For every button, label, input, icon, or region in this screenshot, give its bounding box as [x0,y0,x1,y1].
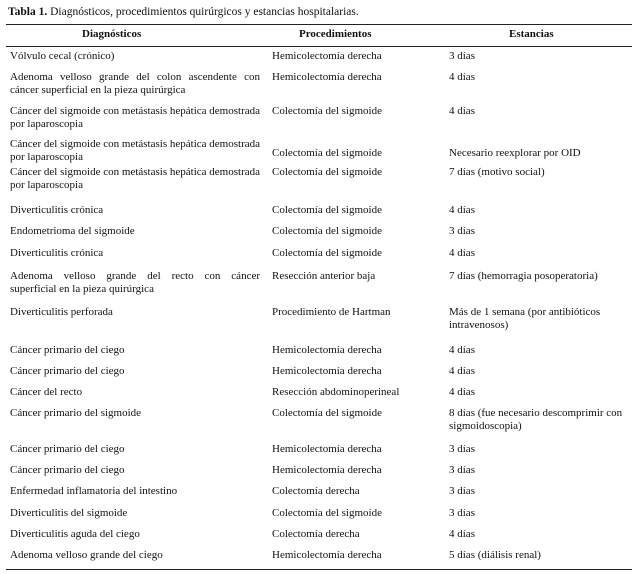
diagnosis-cell: Diverticulitis perforada [10,306,113,318]
stay-cell: 5 días (diálisis renal) [449,549,541,561]
top-rule [6,24,632,25]
procedure-cell: Colectomía del sigmoide [272,247,382,259]
stay-cell: 3 días [449,507,475,519]
diagnosis-cell: Vólvulo cecal (crónico) [10,50,115,62]
diagnosis-cell: Cáncer primario del ciego [10,464,125,476]
stay-cell: 4 días [449,71,475,83]
diagnosis-cell: Diverticulitis del sigmoide [10,507,128,519]
column-header-estancias: Estancias [509,28,554,40]
diagnosis-cell: Adenoma velloso grande del colon ascendente con cáncer superficial en la pieza quirúrgica [10,71,260,96]
diagnosis-cell: Diverticulitis crónica [10,204,104,216]
procedure-cell: Resección abdominoperineal [272,386,400,398]
diagnosis-cell: Cáncer del recto [10,386,83,398]
table-row [0,247,634,270]
diagnosis-cell: Adenoma velloso grande del recto con cáncer superficial en la pieza quirúrgica [10,270,260,295]
procedure-cell: Colectomía del sigmoide [272,225,382,237]
diagnosis-cell: Cáncer primario del ciego [10,443,125,455]
table-row [0,138,634,166]
table-row [0,270,634,306]
procedure-cell: Colectomía del sigmoide [272,105,382,117]
stay-cell: 3 días [449,485,475,497]
procedure-cell: Hemicolectomía derecha [272,443,382,455]
table-caption [8,6,359,18]
procedure-cell: Colectomía del sigmoide [272,204,382,216]
table-row [0,464,634,485]
procedure-cell: Colectomía del sigmoide [272,147,382,159]
table-row [0,443,634,464]
diagnosis-cell: Enfermedad inflamatoria del intestino [10,485,178,497]
procedure-cell: Procedimiento de Hartman [272,306,391,318]
stay-cell: 3 días [449,464,475,476]
procedure-cell: Colectomía derecha [272,485,360,497]
procedure-cell: Colectomía del sigmoide [272,407,382,419]
diagnosis-cell: Diverticulitis crónica [10,247,104,259]
column-header-procedimientos: Procedimientos [299,28,372,40]
table-body [0,50,634,570]
table-caption-label: Tabla 1. [8,6,48,18]
stay-cell: 7 días (hemorragia posoperatoria) [449,270,598,282]
stay-cell: 4 días [449,386,475,398]
stay-cell: 3 días [449,443,475,455]
procedure-cell: Hemicolectomía derecha [272,464,382,476]
procedure-cell: Hemicolectomía derecha [272,344,382,356]
table-row [0,344,634,365]
stay-cell: 4 días [449,344,475,356]
table-caption-text: Diagnósticos, procedimientos quirúrgicos y estancias hospitalarias. [50,6,359,18]
table-row [0,225,634,247]
diagnosis-cell: Diverticulitis aguda del ciego [10,528,140,540]
table-row [0,528,634,549]
table-row [0,105,634,138]
table-row [0,204,634,225]
stay-cell: 4 días [449,247,475,259]
procedure-cell: Hemicolectomía derecha [272,549,382,561]
stay-cell: 7 días (motivo social) [449,166,545,178]
stay-cell: 8 días (fue necesario descomprimir con sigmoidoscopia) [449,407,623,432]
diagnosis-cell: Cáncer del sigmoide con metástasis hepática demostrada por laparoscopia [10,105,260,130]
diagnosis-cell: Endometrioma del sigmoide [10,225,135,237]
stay-cell: 4 días [449,105,475,117]
table-row [0,50,634,71]
table-row [0,507,634,528]
stay-cell: 4 días [449,365,475,377]
diagnosis-cell: Cáncer primario del ciego [10,344,125,356]
table-row [0,485,634,507]
diagnosis-cell: Cáncer del sigmoide con metástasis hepática demostrada por laparoscopia [10,138,260,163]
procedure-cell: Colectomía del sigmoide [272,166,382,178]
table-row [0,166,634,204]
table-row [0,407,634,443]
procedure-cell: Hemicolectomía derecha [272,71,382,83]
table-row [0,306,634,344]
header-rule [6,46,632,47]
column-header-diagnosticos: Diagnósticos [82,28,142,40]
table-row [0,365,634,386]
procedure-cell: Colectomía del sigmoide [272,507,382,519]
stay-cell: 4 días [449,528,475,540]
stay-cell: 3 días [449,50,475,62]
table-row [0,549,634,570]
diagnosis-cell: Cáncer del sigmoide con metástasis hepática demostrada por laparoscopia [10,166,260,191]
table-row [0,386,634,407]
stay-cell: 4 días [449,204,475,216]
procedure-cell: Resección anterior baja [272,270,376,282]
diagnosis-cell: Cáncer primario del ciego [10,365,125,377]
diagnosis-cell: Cáncer primario del sigmoide [10,407,142,419]
procedure-cell: Hemicolectomía derecha [272,365,382,377]
stay-cell: Necesario reexplorar por OID [449,147,581,159]
table-row [0,71,634,105]
diagnosis-cell: Adenoma velloso grande del ciego [10,549,163,561]
bottom-rule [6,569,632,570]
stay-cell: 3 días [449,225,475,237]
procedure-cell: Hemicolectomía derecha [272,50,382,62]
procedure-cell: Colectomía derecha [272,528,360,540]
stay-cell: Más de 1 semana (por antibióticos intravenosos) [449,306,601,331]
